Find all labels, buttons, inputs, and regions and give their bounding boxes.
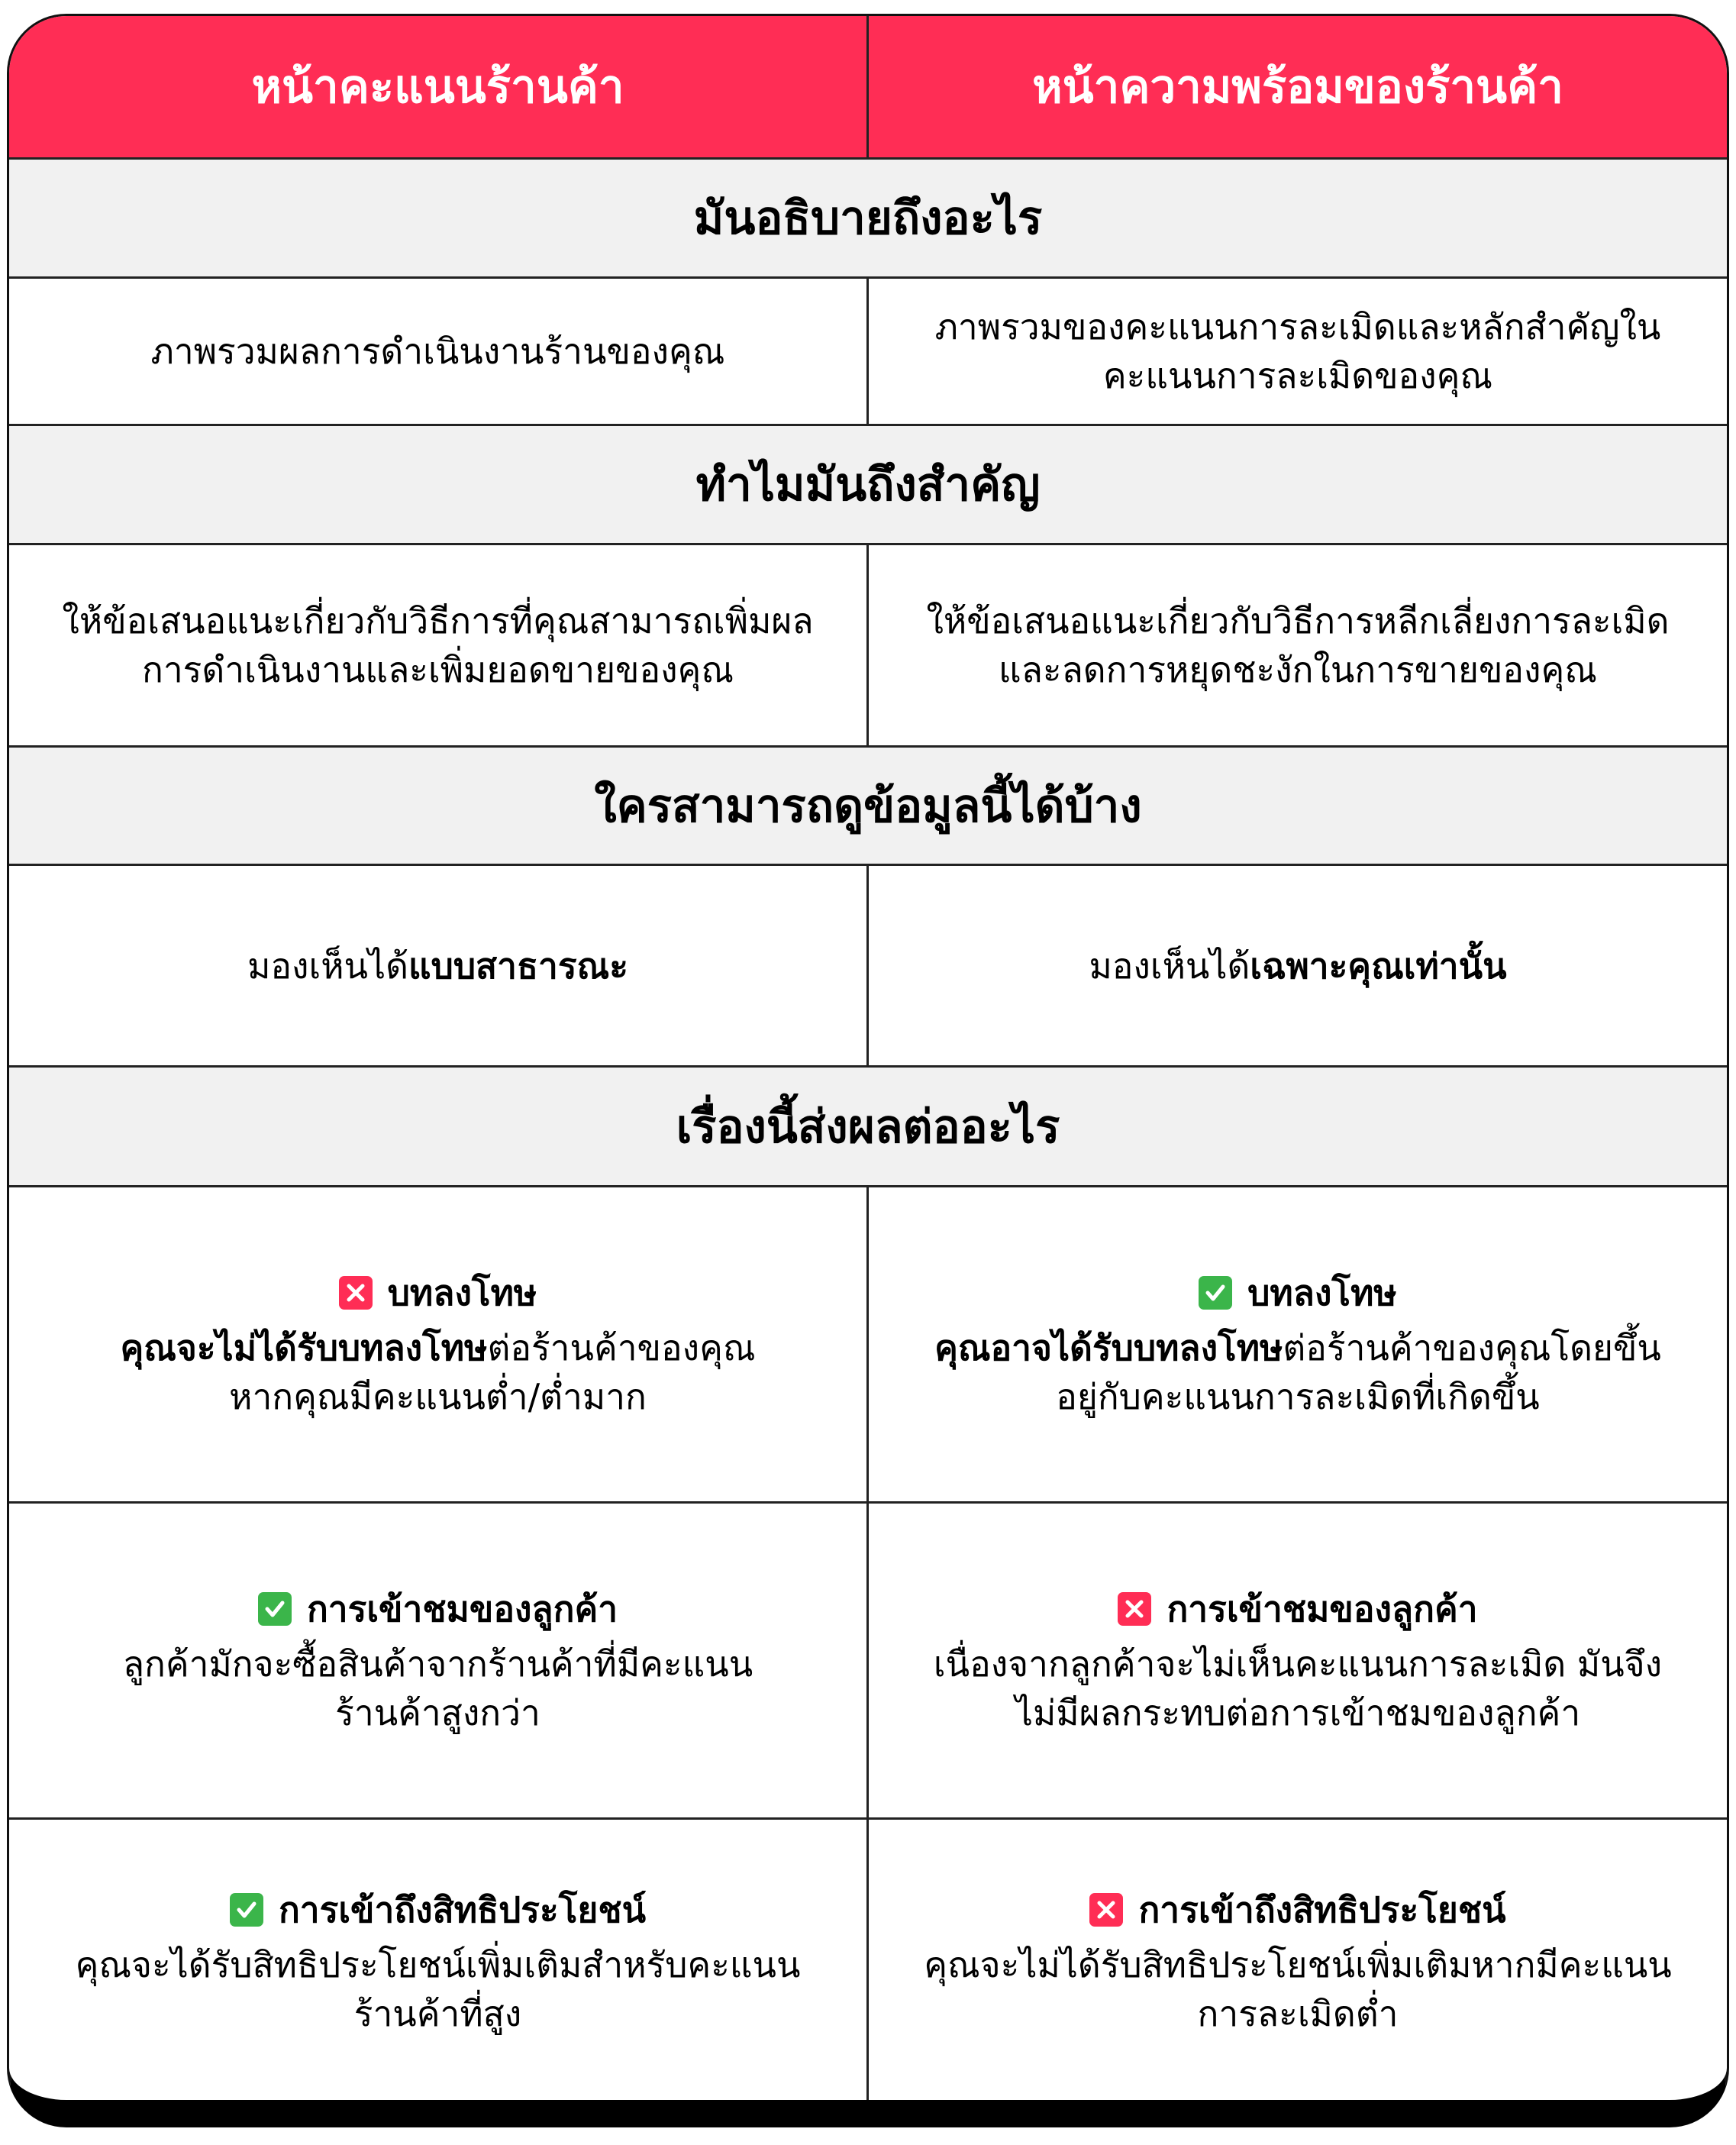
- cross-icon: [1089, 1893, 1123, 1927]
- visibility-prefix: มองเห็นได้: [1089, 945, 1250, 987]
- item-text-line1: ลูกค้ามักจะซื้อสินค้าจากร้านค้าที่มีคะแนน: [122, 1643, 753, 1685]
- cell-right: [869, 1504, 1727, 1817]
- cell-right: [869, 545, 1727, 745]
- cell-left: [9, 1820, 869, 2104]
- visibility-private: เฉพาะคุณเท่านั้น: [1250, 945, 1507, 987]
- item-title-text: การเข้าถึงสิทธิประโยชน์: [278, 1889, 647, 1930]
- table-row-penalty: [9, 1187, 1727, 1504]
- item-text-line2: หากคุณมีคะแนนต่ำ/ต่ำมาก: [229, 1375, 647, 1417]
- item-text-line1: เนื่องจากลูกค้าจะไม่เห็นคะแนนการละเมิด มันจึง: [933, 1643, 1663, 1685]
- cell-left: [9, 1187, 869, 1501]
- item-title: [258, 1585, 618, 1633]
- item-text-line2: ร้านค้าสูงกว่า: [335, 1691, 540, 1733]
- item-title: [1199, 1268, 1397, 1317]
- item-title-text: บทลงโทษ: [1247, 1271, 1397, 1313]
- section-title-what: [9, 160, 1727, 279]
- item-text-line1: ต่อร้านค้าของคุณ: [487, 1326, 756, 1368]
- item-title-text: การเข้าถึงสิทธิประโยชน์: [1138, 1889, 1506, 1930]
- item-title: [230, 1885, 646, 1934]
- item-title: [339, 1268, 537, 1317]
- item-text-line2: ร้านค้าที่สูง: [353, 1993, 522, 2034]
- cell-text: ภาพรวมของคะแนนการละเมิดและหลักสำคัญใน คะแนนการละเมิดของคุณ: [934, 306, 1661, 396]
- cell-left: [9, 545, 869, 745]
- item-title-text: การเข้าชมของลูกค้า: [1166, 1588, 1478, 1630]
- cell-right: [869, 866, 1727, 1065]
- header-right-label: หน้าความพร้อมของร้านค้า: [1032, 60, 1563, 114]
- header-shop-score: [9, 16, 869, 157]
- visibility-public: แบบสาธารณะ: [408, 945, 628, 987]
- cross-icon: [339, 1276, 373, 1310]
- visibility-prefix: มองเห็นได้: [247, 945, 408, 987]
- table-row-why: [9, 545, 1727, 748]
- item-text-line1: คุณจะได้รับสิทธิประโยชน์เพิ่มเติมสำหรับคะแนน: [75, 1944, 801, 1985]
- item-text-line2: อยู่กับคะแนนการละเมิดที่เกิดขึ้น: [1056, 1375, 1540, 1417]
- cell-text: ให้ข้อเสนอแนะเกี่ยวกับวิธีการหลีกเลี่ยงการละเมิด และลดการหยุดชะงักในการขายของคุณ: [926, 600, 1670, 690]
- table-row-benefits: [9, 1820, 1727, 2104]
- section-title-impact: [9, 1068, 1727, 1187]
- section-title-why: [9, 426, 1727, 545]
- header-left-label: หน้าคะแนนร้านค้า: [251, 60, 624, 114]
- item-bold-text: คุณจะไม่ได้รับบทลงโทษ: [120, 1326, 488, 1368]
- item-text-line1: ต่อร้านค้าของคุณโดยขึ้น: [1283, 1326, 1661, 1368]
- table-row-traffic: [9, 1504, 1727, 1820]
- item-text-line1: คุณจะไม่ได้รับสิทธิประโยชน์เพิ่มเติมหากมีคะแนน: [924, 1944, 1672, 1985]
- section-title: ทำไมมันถึงสำคัญ: [695, 458, 1041, 512]
- cell-right: [869, 279, 1727, 424]
- cell-text: [247, 942, 628, 990]
- check-icon: [258, 1592, 292, 1626]
- item-text-line2: ไม่มีผลกระทบต่อการเข้าชมของลูกค้า: [1015, 1691, 1581, 1733]
- item-bold-text: คุณอาจได้รับบทลงโทษ: [934, 1326, 1283, 1368]
- item-title: [1089, 1885, 1505, 1934]
- cell-text: ให้ข้อเสนอแนะเกี่ยวกับวิธีการที่คุณสามารถเพิ่มผล การดำเนินงานและเพิ่มยอดขายของคุณ: [62, 600, 814, 690]
- cell-left: [9, 1504, 869, 1817]
- cell-right: [869, 1187, 1727, 1501]
- item-title-text: บทลงโทษ: [387, 1271, 537, 1313]
- cell-left: [9, 866, 869, 1065]
- cell-right: [869, 1820, 1727, 2104]
- header-shop-readiness: [869, 16, 1727, 157]
- comparison-table: [7, 14, 1729, 2127]
- check-icon: [1199, 1276, 1232, 1310]
- cell-left: [9, 279, 869, 424]
- section-title: เรื่องนี้ส่งผลต่ออะไร: [676, 1100, 1060, 1154]
- cell-text: ภาพรวมผลการดำเนินงานร้านของคุณ: [150, 331, 725, 372]
- item-text: [120, 1323, 755, 1372]
- table-row-who: [9, 866, 1727, 1068]
- table-row-what: [9, 279, 1727, 426]
- check-icon: [230, 1893, 263, 1927]
- section-title: มันอธิบายถึงอะไร: [693, 192, 1043, 245]
- item-title-text: การเข้าชมของลูกค้า: [306, 1588, 618, 1630]
- cross-icon: [1118, 1592, 1151, 1626]
- table-header: [9, 16, 1727, 160]
- cell-text: [1089, 942, 1506, 990]
- section-title-who: [9, 748, 1727, 866]
- item-title: [1118, 1585, 1477, 1633]
- item-text-line2: การละเมิดต่ำ: [1197, 1993, 1399, 2034]
- item-text: [934, 1323, 1661, 1372]
- section-title: ใครสามารถดูข้อมูลนี้ได้บ้าง: [594, 779, 1142, 833]
